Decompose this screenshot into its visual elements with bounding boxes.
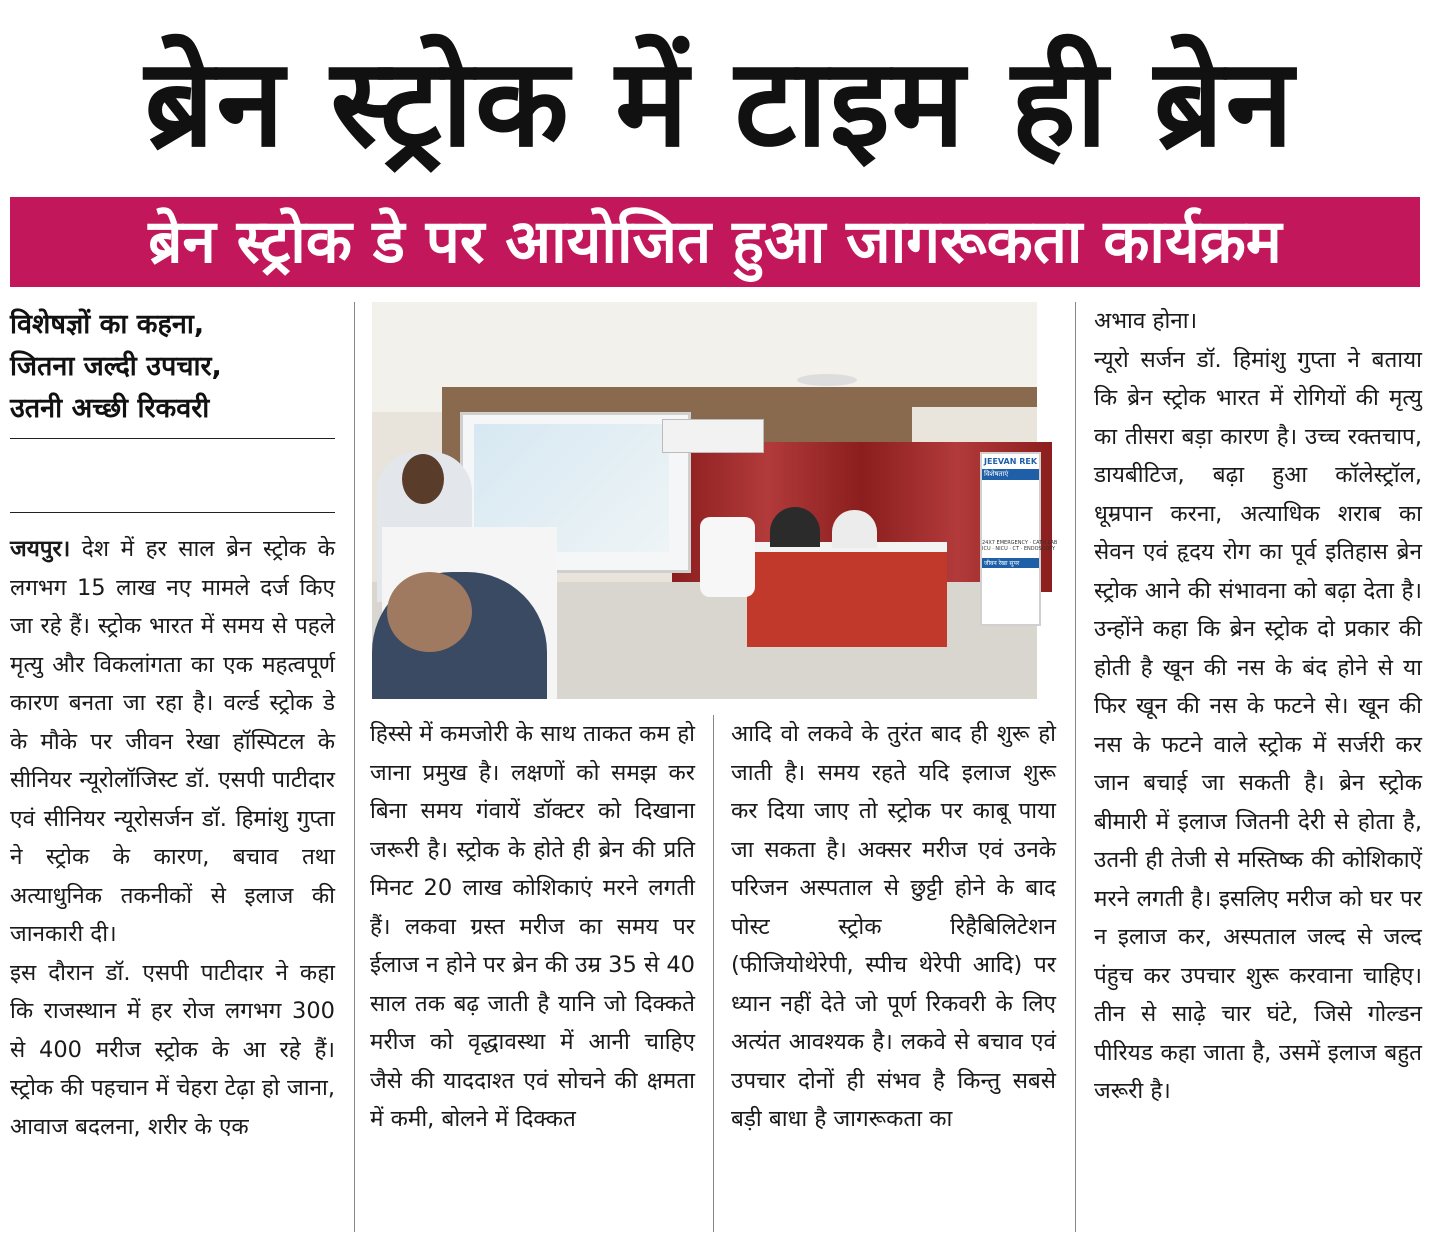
event-photo (372, 302, 1058, 699)
column-divider (354, 302, 355, 1232)
pullquote-line: विशेषज्ञों का कहना, (10, 309, 205, 340)
pullquote (10, 304, 335, 430)
article-text: देश में हर साल ब्रेन स्ट्रोक के लगभग 15 लाख नए मामले दर्ज किए जा रहे हैं। स्ट्रोक भारत में समय से पहले मृत्यु और विकलांगता का एक महत्वपूर्ण कारण बनता जा रहा है। वर्ल्ड स्ट्रोक डे के मौके पर जीवन रेखा हॉस्पिटल के सीनियर न्यूरोलॉजिस्ट डॉ. एसपी पाटीदार एवं सीनियर न्यूरोसर्जन डॉ. हिमांशु गुप्ता ने स्ट्रोक के कारण, बचाव तथा अत्याधुनिक तकनीकों से इलाज की जानकारी दी। (10, 536, 335, 947)
photo-speaker-head (402, 454, 444, 504)
article-paragraph: आदि वो लकवे के तुरंत बाद ही शुरू हो जाती है। समय रहते यदि इलाज शुरू कर दिया जाए तो स्ट्रोक पर काबू पाया जा सकता है। अक्सर मरीज एवं उनके परिजन अस्पताल से छुट्टी होने के बाद पोस्ट स्ट्रोक रिहैबिलिटेशन (फीजियोथेरेपी, स्पीच थेरेपी आदि) पर ध्यान नहीं देते जो पूर्ण रिकवरी के लिए अत्यंत आवश्यक है। लकवे से बचाव एवं उपचार दोनों ही संभव है किन्तु सबसे बड़ी बाधा है जागरूकता का (731, 721, 1056, 1132)
headline: ब्रेन स्ट्रोक में टाइम ही ब्रेन (144, 32, 1296, 174)
photo-banner (980, 452, 1058, 626)
article-column-4 (1094, 302, 1422, 1111)
banner-services-2: ICU · NICU · CT · ENDOSCOPY (982, 546, 1056, 552)
photo-chair (700, 517, 755, 597)
article-paragraph: हिस्से में कमजोरी के साथ ताकत कम हो जाना प्रमुख है। लक्षणों को समझ कर बिना समय गंवायें डॉक्टर को दिखाना जरूरी है। स्ट्रोक के होते ही ब्रेन की प्रति मिनट 20 लाख कोशिकाएं मरने लगती हैं। लकवा ग्रस्त मरीज का समय पर ईलाज न होने पर ब्रेन की उम्र 35 से 40 साल तक बढ़ जाती है यानि जो दिक्कते मरीज को वृद्धावस्था में आनी चाहिए जैसे की याददाश्त एवं सोचने की क्षमता में कमी, बोलने में दिक्कत (370, 721, 695, 1132)
photo-table (747, 542, 947, 647)
banner-title: JEEVAN REK (984, 457, 1038, 466)
banner-footer: जीवन रेखा सुपर (982, 558, 1039, 568)
article-column-3 (731, 715, 1056, 1139)
photo-ac-unit (662, 419, 764, 453)
column-divider (713, 715, 714, 1232)
subheadline-banner: ब्रेन स्ट्रोक डे पर आयोजित हुआ जागरूकता कार्यक्रम (10, 197, 1420, 287)
pullquote-rule-top (10, 438, 335, 439)
article-column-2 (370, 715, 695, 1139)
article-paragraph: इस दौरान डॉ. एसपी पाटीदार ने कहा कि राजस्थान में हर रोज लगभग 300 से 400 मरीज स्ट्रोक के आ रहे हैं। स्ट्रोक की पहचान में चेहरा टेढ़ा हो जाना, आवाज बदलना, शरीर के एक (10, 959, 335, 1140)
column-divider (1075, 302, 1076, 1232)
photo-ceiling-fan (797, 374, 857, 386)
pullquote-rule-bottom (10, 512, 335, 513)
article-paragraph (10, 530, 335, 954)
banner-subtitle: विशेषताएं (982, 469, 1039, 480)
dateline: जयपुर। (10, 536, 71, 562)
article-paragraph: न्यूरो सर्जन डॉ. हिमांशु गुप्ता ने बताया कि ब्रेन स्ट्रोक भारत में रोगियों की मृत्यु का तीसरा बड़ा कारण है। उच्च रक्तचाप, डायबीटिज, बढ़ा हुआ कॉलेस्ट्रॉल, धूम्रपान करना, अत्याधिक शराब का सेवन एवं हृदय रोग का पूर्व इतिहास ब्रेन स्ट्रोक आने की संभावना को बढ़ा देता है। उन्होंने कहा कि ब्रेन स्ट्रोक दो प्रकार की होती है खून की नस के बंद होने से या फिर खून की नस के फटने से। खून की नस के फटने वाले स्ट्रोक में सर्जरी कर जान बचाई जा सकती है। ब्रेन स्ट्रोक बीमारी में इलाज जितनी देरी से होता है, उतनी ही तेजी से मस्तिष्क की कोशिकाऐं मरने लगती है। इसलिए मरीज को घर पर न इलाज कर, अस्पताल जल्द से जल्द पंहुच कर उपचार शुरू करवाना चाहिए। तीन से साढ़े चार घंटे, जिसे गोल्डन पीरियड कहा जाता है, उसमें इलाज बहुत जरूरी है। (1094, 346, 1422, 1104)
photo-panelist-2 (832, 510, 877, 548)
pullquote-line: उतनी अच्छी रिकवरी (10, 393, 210, 424)
banner-services-1: 24X7 EMERGENCY · CATH LAB (982, 540, 1058, 546)
photo-audience-head (387, 572, 472, 652)
article-column-1 (10, 530, 335, 1146)
article-paragraph: अभाव होना। (1094, 308, 1198, 334)
pullquote-line: जितना जल्दी उपचार, (10, 351, 222, 382)
